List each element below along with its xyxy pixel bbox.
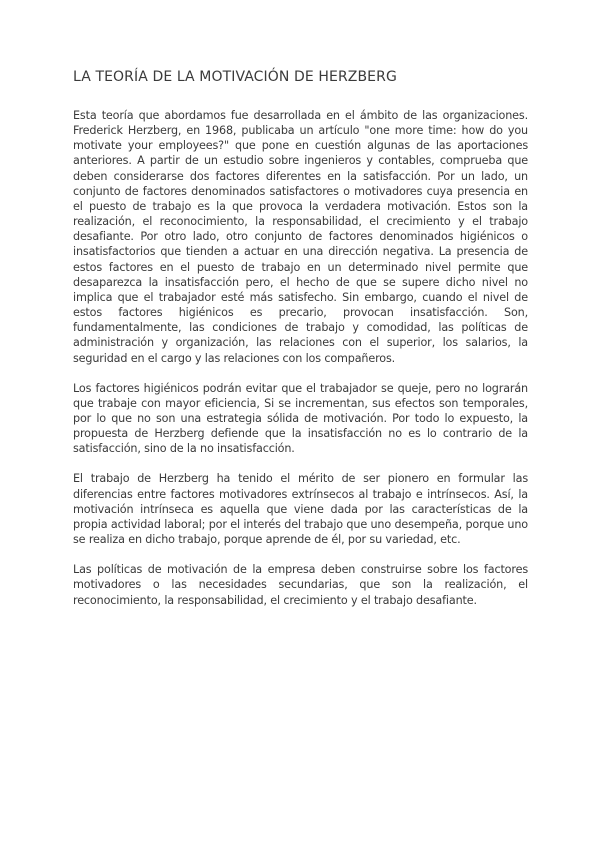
paragraph-2: Los factores higiénicos podrán evitar que el trabajador se queje, pero no lograrán que trabaje con mayor eficiencia, Si se incrementan, sus efectos son temporales, por lo que no son una estrategia sólida de motivación. Por todo lo expuesto, la propuesta de Herzberg defiende que la insatisfacción no es lo contrario de la satisfacción, sino de la no insatisfacción. [73,381,528,456]
page-title: LA TEORÍA DE LA MOTIVACIÓN DE HERZBERG [73,69,397,85]
paragraph-3: El trabajo de Herzberg ha tenido el mérito de ser pionero en formular las diferencias entre factores motivadores extrínsecos al trabajo e intrínsecos. Así, la motivación intrínseca es aquella que viene dada por las características de la propia actividad laboral; por el interés del trabajo que uno desempeña, porque uno se realiza en dicho trabajo, porque aprende de él, por su variedad, etc. [73,472,528,547]
paragraph-1: Esta teoría que abordamos fue desarrollada en el ámbito de las organizaciones. Frederick Herzberg, en 1968, publicaba un artículo "one more time: how do you motivate your employees?" que pone en cuestión algunas de las aportaciones anteriores. A partir de un estudio sobre ingenieros y contables, comprueba que deben considerarse dos factores diferentes en la satisfacción. Por un lado, un conjunto de factores denominados satisfactores o motivadores cuya presencia en el puesto de trabajo es la que provoca la verdadera motivación. Estos son la realización, el reconocimiento, la responsabilidad, el crecimiento y el trabajo desafiante. Por otro lado, otro conjunto de factores denominados higiénicos o insatisfactorios que tienden a actuar en una dirección negativa. La presencia de estos factores en el puesto de trabajo en un determinado nivel permite que desaparezca la insatisfacción pero, el hecho de que se supere dicho nivel no implica que el trabajador esté más satisfecho. Sin embargo, cuando el nivel de estos factores higiénicos es precario, provocan insatisfacción. Son, fundamentalmente, las condiciones de trabajo y comodidad, las políticas de administración y organización, las relaciones con el superior, los salarios, la seguridad en el cargo y las relaciones con los compañeros. [73,109,528,365]
paragraph-4: Las políticas de motivación de la empresa deben construirse sobre los factores motivadores o las necesidades secundarias, que son la realización, el reconocimiento, la responsabilidad, el crecimiento y el trabajo desafiante. [73,563,528,607]
document-page [73,68,528,623]
